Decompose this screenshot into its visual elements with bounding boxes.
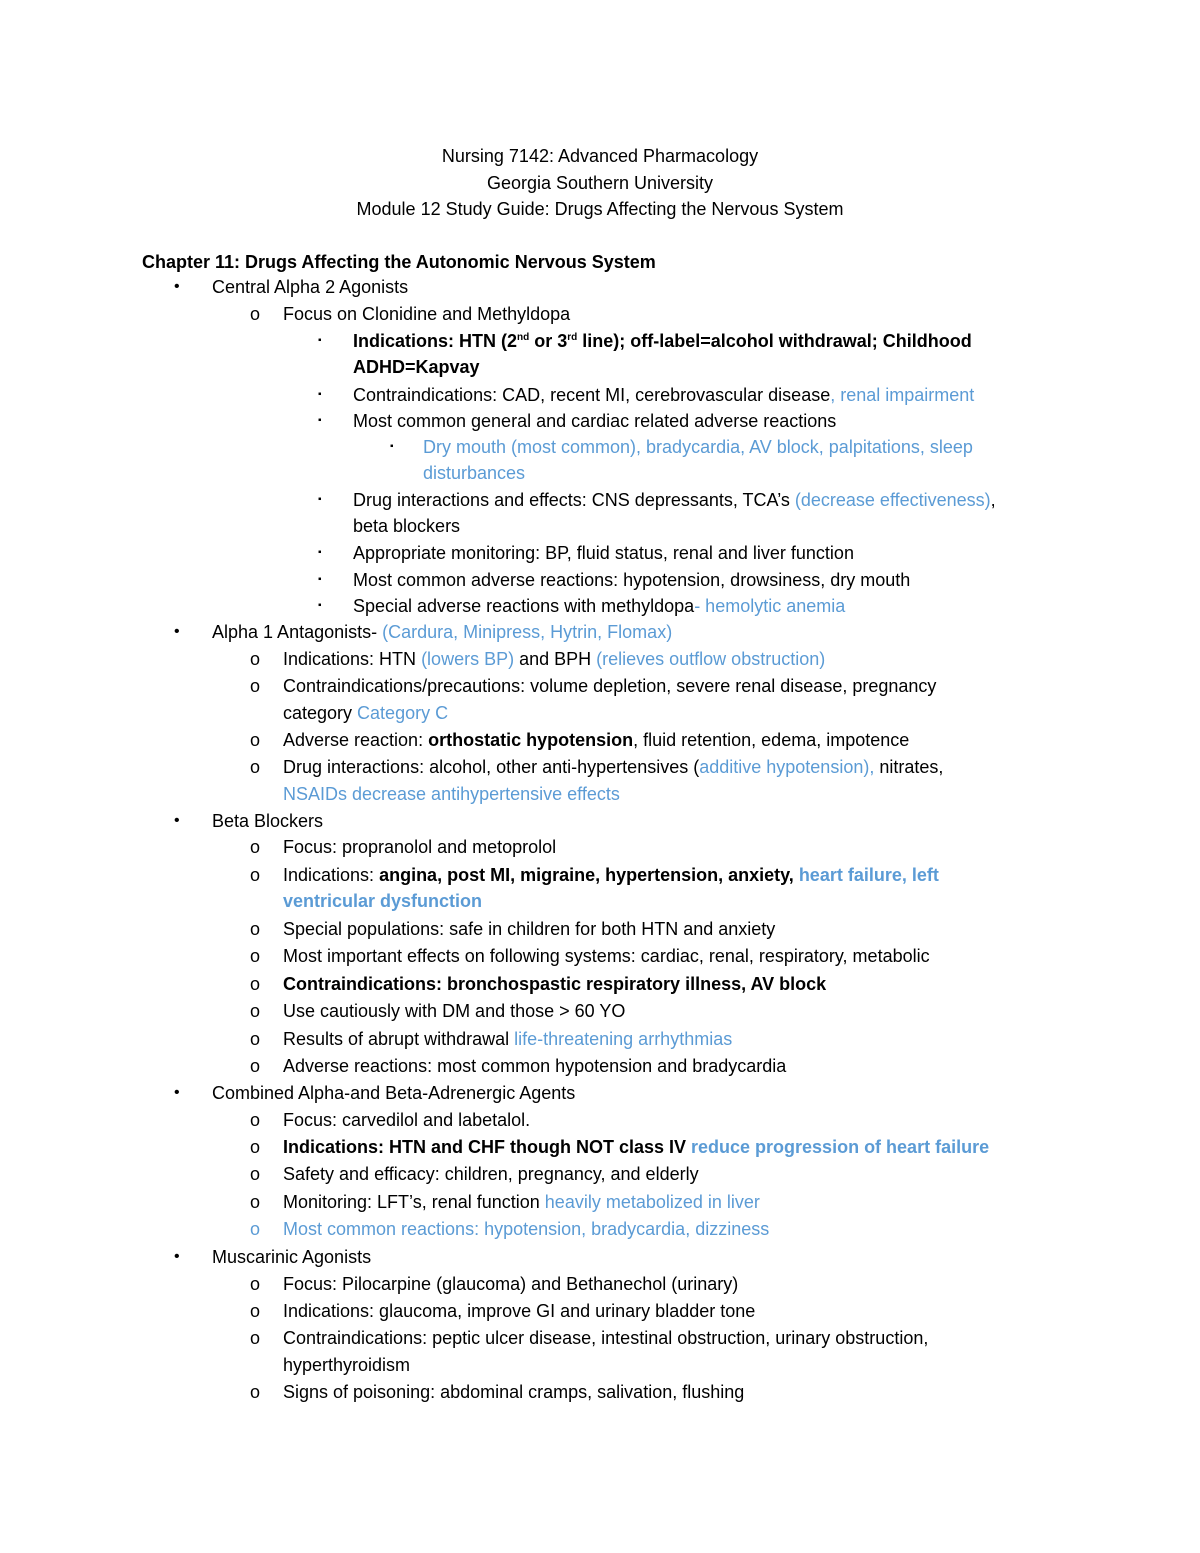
bullet-l1: • [174, 1084, 180, 1101]
bullet-l2: o [250, 1328, 261, 1348]
bullet-l3: ▪ [318, 547, 322, 558]
bullet-l2: o [250, 1001, 261, 1021]
combined-safety: Safety and efficacy: children, pregnancy, and elderly [283, 1164, 699, 1184]
alpha2-special-adverse [353, 593, 1033, 620]
alpha2-contra-note: , renal impairment [830, 385, 975, 405]
muscarinic-contraindications: Contraindications: peptic ulcer disease, intestinal obstruction, urinary obstruction, [283, 1328, 929, 1348]
alpha2-special-note: - hemolytic anemia [694, 596, 846, 616]
alpha2-interactions-cont: beta blockers [353, 516, 461, 536]
beta-withdrawal-note: life-threatening arrhythmias [514, 1029, 733, 1049]
university-name: Georgia Southern University [486, 173, 714, 193]
alpha1-title-text: Alpha 1 Antagonists- [212, 622, 383, 642]
muscarinic-poisoning: Signs of poisoning: abdominal cramps, salivation, flushing [283, 1382, 745, 1402]
module-title: Module 12 Study Guide: Drugs Affecting the Nervous System [356, 199, 844, 219]
bullet-l2: o [250, 1164, 261, 1184]
bullet-l2: o [250, 946, 261, 966]
bullet-l2: o [250, 1137, 261, 1157]
bullet-l3: ▪ [318, 494, 322, 505]
alpha1-contra-text: category [283, 703, 358, 723]
muscarinic-contraindications-cont: hyperthyroidism [283, 1355, 411, 1375]
beta-indications-cont: ventricular dysfunction [283, 891, 483, 911]
bullet-l2: o [250, 974, 261, 994]
combined-ind-note: reduce progression of heart failure [691, 1137, 990, 1157]
chapter-heading: Chapter 11: Drugs Affecting the Autonomic Nervous System [142, 252, 656, 272]
section-combined-title: Combined Alpha-and Beta-Adrenergic Agents [212, 1083, 576, 1103]
alpha1-interactions-cont: NSAIDs decrease antihypertensive effects [283, 784, 620, 804]
alpha1-title-drugs: (Cardura, Minipress, Hytrin, Flomax) [382, 622, 673, 642]
alpha2-ind-text-b: or 3 [529, 331, 568, 351]
bullet-l3: ▪ [318, 389, 322, 400]
alpha2-focus: Focus on Clonidine and Methyldopa [283, 304, 571, 324]
muscarinic-indications: Indications: glaucoma, improve GI and urinary bladder tone [283, 1301, 756, 1321]
bullet-l3: ▪ [318, 600, 322, 611]
bullet-l2: o [250, 837, 261, 857]
beta-indications [283, 862, 1023, 889]
beta-ind-text: Indications: [283, 865, 380, 885]
alpha2-adverse-general: Most common general and cardiac related adverse reactions [353, 411, 837, 431]
bullet-l2: o [250, 1110, 261, 1130]
beta-adverse: Adverse reactions: most common hypotension and bradycardia [283, 1056, 787, 1076]
bullet-l3: ▪ [318, 335, 322, 346]
alpha2-interactions-comma: , [990, 490, 996, 510]
alpha2-monitoring: Appropriate monitoring: BP, fluid status, renal and liver function [353, 543, 854, 563]
combined-monitor-text: Monitoring: LFT’s, renal function [283, 1192, 545, 1212]
alpha2-contra-text: Contraindications: CAD, recent MI, cerebrovascular disease [353, 385, 831, 405]
alpha2-ind-sup-rd: rd [567, 332, 578, 343]
combined-common-reactions: Most common reactions: hypotension, bradycardia, dizziness [283, 1219, 770, 1239]
alpha1-adverse [283, 727, 1023, 754]
combined-focus: Focus: carvedilol and labetalol. [283, 1110, 531, 1130]
alpha2-interactions-text: Drug interactions and effects: CNS depressants, TCA’s [353, 490, 795, 510]
bullet-l2: o [250, 649, 261, 669]
alpha2-ind-sup-nd: nd [517, 332, 530, 343]
bullet-l1: • [174, 278, 180, 295]
beta-caution: Use cautiously with DM and those > 60 YO [283, 1001, 626, 1021]
bullet-l2: o [250, 757, 261, 777]
combined-monitor-note: heavily metabolized in liver [544, 1192, 760, 1212]
bullet-l3: ▪ [318, 415, 322, 426]
alpha1-interactions [283, 754, 1023, 781]
bullet-l2: o [250, 1192, 261, 1212]
bullet-l4: ▪ [390, 441, 394, 452]
bullet-l2: o [250, 865, 261, 885]
alpha2-adverse-list: Dry mouth (most common), bradycardia, AV block, palpitations, sleep [423, 437, 973, 457]
bullet-l2: o [250, 730, 261, 750]
alpha2-interactions [353, 487, 1033, 514]
section-alpha1-title [212, 619, 1112, 646]
bullet-l2: o [250, 1382, 261, 1402]
section-muscarinic-title: Muscarinic Agonists [212, 1247, 372, 1267]
bullet-l2: o [250, 1219, 261, 1239]
bullet-l1: • [174, 623, 180, 640]
alpha2-ind-text-a: Indications: HTN (2 [353, 331, 518, 351]
bullet-l2: o [250, 919, 261, 939]
beta-contraindications: Contraindications: bronchospastic respiratory illness, AV block [283, 974, 827, 994]
alpha1-ind-text-a: Indications: HTN [283, 649, 422, 669]
alpha1-interact-text-a: Drug interactions: alcohol, other anti-hypertensives ( [283, 757, 700, 777]
combined-ind-bold: Indications: HTN and CHF though NOT class IV [283, 1137, 692, 1157]
muscarinic-focus: Focus: Pilocarpine (glaucoma) and Bethanechol (urinary) [283, 1274, 739, 1294]
alpha2-special-text: Special adverse reactions with methyldopa [353, 596, 695, 616]
combined-indications [283, 1134, 1023, 1161]
beta-focus: Focus: propranolol and metoprolol [283, 837, 557, 857]
bullet-l2: o [250, 676, 261, 696]
beta-ind-note: heart failure, left [798, 865, 939, 885]
alpha1-interact-text-b: nitrates, [874, 757, 944, 777]
alpha1-contraindications: Contraindications/precautions: volume depletion, severe renal disease, pregnancy [283, 676, 937, 696]
bullet-l2: o [250, 1056, 261, 1076]
alpha2-adverse-list-cont: disturbances [423, 463, 526, 483]
alpha2-interactions-note: (decrease effectiveness) [794, 490, 991, 510]
bullet-l2: o [250, 304, 261, 324]
beta-withdrawal-text: Results of abrupt withdrawal [283, 1029, 515, 1049]
alpha2-ind-text-c: line); off-label=alcohol withdrawal; Childhood [577, 331, 972, 351]
beta-effects: Most important effects on following systems: cardiac, renal, respiratory, metabolic [283, 946, 930, 966]
bullet-l2: o [250, 1029, 261, 1049]
beta-ind-bold: angina, post MI, migraine, hypertension, anxiety, [379, 865, 799, 885]
bullet-l1: • [174, 812, 180, 829]
alpha2-common-adverse: Most common adverse reactions: hypotension, drowsiness, dry mouth [353, 570, 911, 590]
beta-withdrawal [283, 1026, 1023, 1053]
alpha2-contraindications [353, 382, 1033, 409]
bullet-l2: o [250, 1301, 261, 1321]
course-title: Nursing 7142: Advanced Pharmacology [441, 146, 759, 166]
alpha1-adverse-text-b: , fluid retention, edema, impotence [633, 730, 910, 750]
section-alpha2-title: Central Alpha 2 Agonists [212, 277, 409, 297]
alpha1-indications [283, 646, 1023, 673]
alpha2-indications [353, 328, 1033, 355]
alpha1-ind-note-a: (lowers BP) [421, 649, 515, 669]
bullet-l2: o [250, 1274, 261, 1294]
alpha1-ind-note-b: (relieves outflow obstruction) [596, 649, 826, 669]
alpha1-adverse-bold: orthostatic hypotension [428, 730, 634, 750]
alpha1-adverse-text-a: Adverse reaction: [283, 730, 429, 750]
combined-monitoring [283, 1189, 1023, 1216]
bullet-l1: • [174, 1248, 180, 1265]
alpha1-contra-note: Category C [357, 703, 449, 723]
alpha1-contraindications-cont [283, 700, 1023, 727]
alpha1-interact-note-a: additive hypotension), [699, 757, 875, 777]
bullet-l3: ▪ [318, 574, 322, 585]
section-beta-title: Beta Blockers [212, 811, 324, 831]
beta-special-populations: Special populations: safe in children for both HTN and anxiety [283, 919, 776, 939]
alpha2-indications-cont: ADHD=Kapvay [353, 357, 480, 377]
alpha1-ind-text-b: and BPH [514, 649, 597, 669]
